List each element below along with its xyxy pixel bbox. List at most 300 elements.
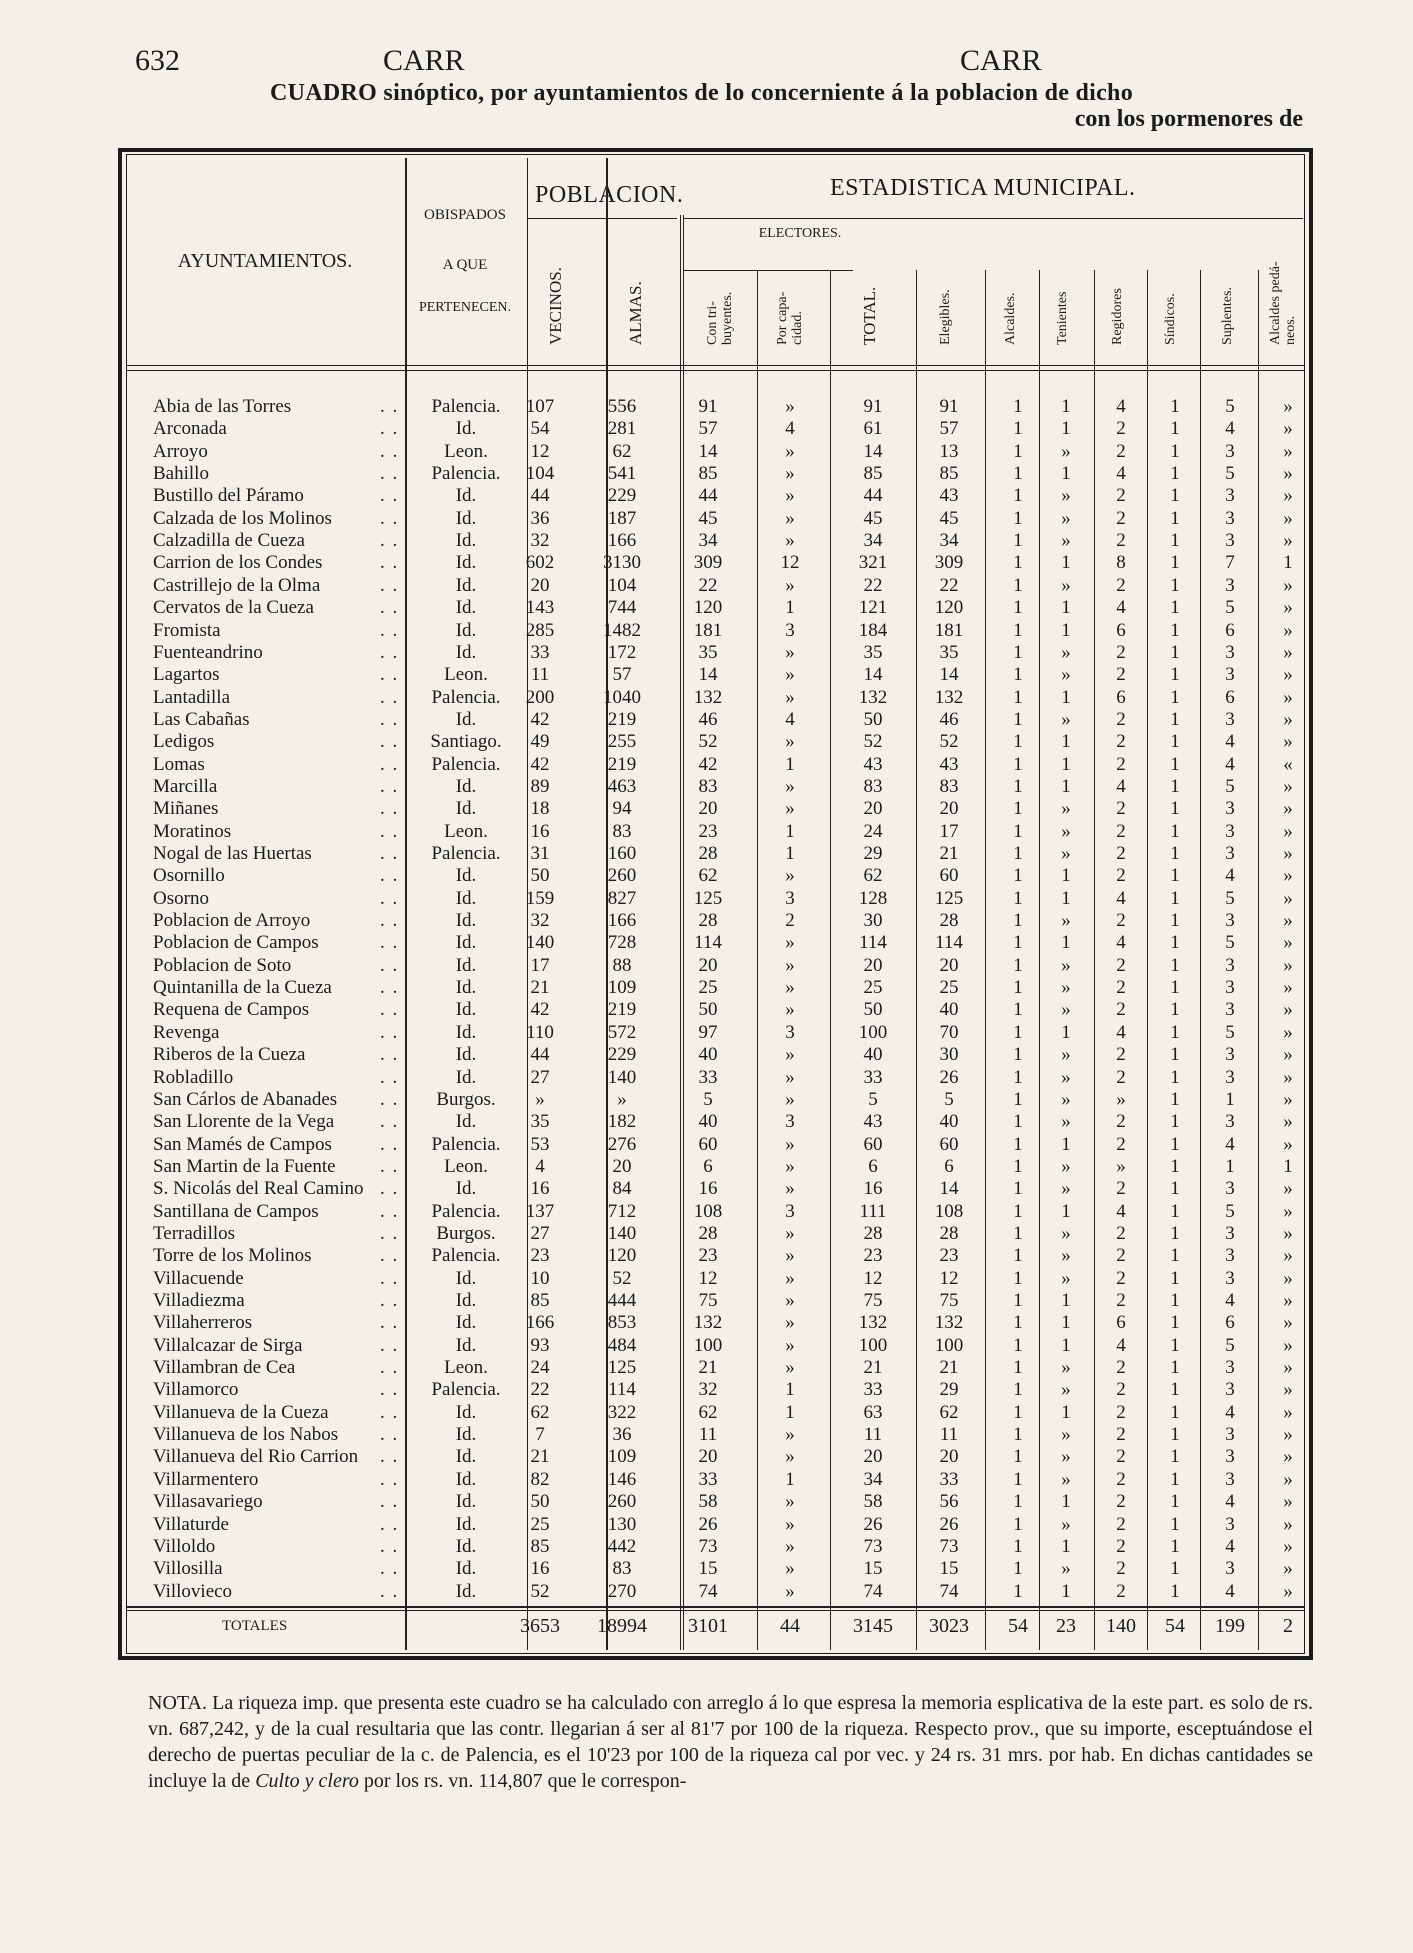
cell-value: 25 [530, 1513, 550, 1535]
obispado: Id. [455, 865, 477, 887]
cell-value: 309 [693, 552, 723, 574]
ayuntamiento-name: Villanueva de la Cueza [153, 1401, 329, 1423]
leader-dots: . . [380, 1446, 399, 1468]
cell-value: 73 [939, 1535, 959, 1557]
cell-value: » [1061, 664, 1071, 686]
cell-value: 25 [863, 977, 883, 999]
cell-value: 10 [530, 1267, 550, 1289]
cell-value: 1 [1013, 597, 1023, 619]
cell-value: » [785, 1044, 795, 1066]
cell-value: 110 [526, 1021, 554, 1043]
ayuntamiento-name: Villambran de Cea [153, 1357, 296, 1379]
ayuntamiento-name: Cervatos de la Cueza [153, 597, 314, 619]
cell-value: » [1283, 1290, 1293, 1311]
table-row [0, 865, 1413, 887]
leader-dots: . . [380, 887, 399, 909]
cell-value: 4 [1225, 753, 1235, 775]
cell-value: » [1283, 641, 1293, 663]
cell-value: » [1283, 1267, 1293, 1289]
cell-value: » [1283, 1491, 1293, 1513]
header-sindicos: Síndicos. [1163, 293, 1178, 345]
cell-value: » [1283, 1111, 1293, 1133]
ayuntamiento-name: Riberos de la Cueza [153, 1044, 306, 1066]
obispado: Id. [455, 1334, 477, 1356]
table-row [0, 1111, 1413, 1133]
cell-value: 26 [939, 1066, 959, 1088]
cell-value: 2 [1116, 1379, 1126, 1401]
cell-value: » [1061, 820, 1071, 842]
ayuntamiento-name: Osorno [153, 887, 209, 909]
note-italic: Culto y clero [255, 1770, 359, 1792]
leader-dots: . . [380, 1491, 399, 1513]
cell-value: 1 [1061, 731, 1071, 753]
cell-value: 3 [1225, 1267, 1235, 1289]
cell-value: 35 [939, 641, 959, 663]
cell-value: 2 [1116, 731, 1126, 753]
ayuntamiento-name: San Mamés de Campos [153, 1133, 332, 1155]
cell-value: 4 [1225, 1535, 1235, 1557]
cell-value: 1 [1170, 865, 1180, 887]
obispado: Id. [455, 887, 477, 909]
total-value: 54 [1008, 1615, 1028, 1637]
cell-value: 1 [1170, 418, 1180, 440]
cell-value: 1 [1170, 641, 1180, 663]
cell-value: 1 [1283, 1155, 1293, 1177]
obispado: Id. [455, 1267, 477, 1289]
cell-value: 5 [703, 1088, 713, 1110]
cell-value: 1 [1061, 1021, 1071, 1043]
cell-value: » [1061, 1446, 1071, 1468]
cell-value: » [1283, 1200, 1293, 1222]
cell-value: 28 [863, 1222, 883, 1244]
ayuntamiento-name: Calzada de los Molinos [153, 507, 332, 529]
cell-value: 1 [1013, 507, 1023, 529]
cell-value: » [785, 1424, 795, 1446]
cell-value: 46 [939, 708, 959, 730]
row-rule [126, 365, 1305, 366]
cell-value: » [785, 686, 795, 708]
row-rule [126, 1610, 1305, 1611]
cell-value: 1 [785, 753, 795, 775]
cell-value: 70 [939, 1021, 959, 1043]
cell-value: 6 [1225, 1312, 1235, 1334]
cell-value: 22 [863, 574, 883, 596]
cell-value: 108 [934, 1200, 964, 1222]
cell-value: 1 [1013, 664, 1023, 686]
cell-value: 5 [944, 1088, 954, 1110]
ayuntamiento-name: Calzadilla de Cueza [153, 530, 305, 552]
cell-value: 1482 [603, 619, 641, 641]
cell-value: 28 [939, 910, 959, 932]
cell-value: 166 [607, 910, 637, 932]
cell-value: 60 [698, 1133, 718, 1155]
table-row [0, 1290, 1413, 1312]
cell-value: 14 [939, 1178, 959, 1200]
cell-value: 1040 [603, 686, 641, 708]
obispado: Id. [455, 418, 477, 440]
cell-value: 11 [939, 1424, 959, 1446]
ayuntamiento-name: Ledigos [153, 731, 215, 753]
cell-value: » [1283, 574, 1293, 596]
cell-value: 1 [1061, 552, 1071, 574]
cell-value: » [1061, 1178, 1071, 1200]
cell-value: 1 [1061, 775, 1071, 797]
cell-value: 1 [1061, 1491, 1071, 1513]
cell-value: » [1283, 1088, 1293, 1110]
ayuntamiento-name: Villanueva del Rio Carrion [153, 1446, 359, 1468]
cell-value: 58 [698, 1491, 718, 1513]
cell-value: 50 [530, 1491, 550, 1513]
cell-value: 3 [1225, 910, 1235, 932]
cell-value: » [785, 1133, 795, 1155]
cell-value: 270 [607, 1580, 637, 1602]
ayuntamiento-name: Nogal de las Huertas [153, 843, 312, 864]
cell-value: 52 [612, 1267, 632, 1289]
cell-value: 1 [1170, 1290, 1180, 1311]
cell-value: » [785, 507, 795, 529]
cell-value: 3 [1225, 1513, 1235, 1535]
cell-value: 13 [939, 440, 959, 462]
cell-value: 33 [863, 1066, 883, 1088]
cell-value: 1 [1013, 954, 1023, 976]
cell-value: 1 [1170, 686, 1180, 708]
cell-value: 74 [698, 1580, 718, 1602]
obispado: Leon. [444, 1155, 488, 1177]
cell-value: » [1061, 954, 1071, 976]
cell-value: » [1061, 1222, 1071, 1244]
cell-value: » [1283, 731, 1293, 753]
cell-value: 28 [698, 1222, 718, 1244]
cell-value: 1 [1013, 1312, 1023, 1334]
table-row [0, 1223, 1413, 1245]
cell-value: 1 [1013, 1468, 1023, 1490]
cell-value: 1 [1013, 1088, 1023, 1110]
header-tenientes: Tenientes [1055, 291, 1070, 345]
cell-value: 62 [863, 865, 883, 887]
table-row [0, 776, 1413, 798]
ayuntamiento-name: Abia de las Torres [153, 396, 292, 417]
leader-dots: . . [380, 1357, 399, 1379]
cell-value: 23 [939, 1245, 959, 1267]
cell-value: 4 [785, 708, 795, 730]
obispado: Palencia. [431, 1245, 501, 1267]
obispado: Id. [455, 954, 477, 976]
table-row [0, 1156, 1413, 1178]
leader-dots: . . [380, 1424, 399, 1446]
table-row [0, 441, 1413, 463]
leader-dots: . . [380, 574, 399, 596]
cell-value: 1 [1170, 1066, 1180, 1088]
cell-value: 18 [530, 798, 550, 820]
cell-value: 712 [607, 1200, 637, 1222]
cell-value: 1 [1013, 775, 1023, 797]
cell-value: 160 [607, 843, 637, 864]
obispado: Palencia. [431, 1200, 501, 1222]
cell-value: 91 [939, 396, 959, 417]
obispado: Id. [455, 1066, 477, 1088]
cell-value: 132 [858, 686, 888, 708]
cell-value: 107 [525, 396, 555, 417]
table-row [0, 1469, 1413, 1491]
cell-value: » [785, 977, 795, 999]
cell-value: 181 [934, 619, 964, 641]
cell-value: 54 [530, 418, 550, 440]
cell-value: 1 [1170, 664, 1180, 686]
cell-value: 3 [1225, 1066, 1235, 1088]
cell-value: 172 [607, 641, 637, 663]
cell-value: 1 [1013, 820, 1023, 842]
header-total: TOTAL. [860, 286, 879, 345]
total-value: 2 [1283, 1615, 1293, 1637]
obispado: Id. [455, 910, 477, 932]
cell-value: 1 [785, 1468, 795, 1490]
cell-value: » [1061, 1066, 1071, 1088]
cell-value: 3 [1225, 1357, 1235, 1379]
cell-value: » [1283, 463, 1293, 485]
table-row [0, 1044, 1413, 1066]
table-row [0, 1201, 1413, 1223]
cell-value: 2 [1116, 1513, 1126, 1535]
obispado: Id. [455, 1178, 477, 1200]
cell-value: 3 [1225, 664, 1235, 686]
cell-value: « [1283, 753, 1293, 775]
cell-value: 1 [1170, 1155, 1180, 1177]
cell-value: 2 [1116, 530, 1126, 552]
cell-value: 85 [530, 1290, 550, 1311]
table-row [0, 1536, 1413, 1558]
cell-value: 1 [1170, 1424, 1180, 1446]
cell-value: » [1283, 999, 1293, 1021]
cell-value: 1 [1170, 1245, 1180, 1267]
cell-value: 1 [1061, 418, 1071, 440]
cell-value: 43 [939, 753, 959, 775]
cell-value: 32 [698, 1379, 718, 1401]
cell-value: 4 [1116, 396, 1126, 417]
total-value: 18994 [597, 1615, 647, 1637]
cell-value: 1 [1170, 1267, 1180, 1289]
obispado: Id. [455, 641, 477, 663]
cell-value: 184 [858, 619, 888, 641]
cell-value: » [1283, 1446, 1293, 1468]
cell-value: 40 [939, 1111, 959, 1133]
cell-value: 1 [1013, 463, 1023, 485]
cell-value: 3 [1225, 820, 1235, 842]
cell-value: 1 [1061, 463, 1071, 485]
cell-value: 3 [1225, 1446, 1235, 1468]
cell-value: 2 [1116, 1066, 1126, 1088]
cell-value: 1 [1170, 910, 1180, 932]
cell-value: 20 [530, 574, 550, 596]
cell-value: 140 [607, 1222, 637, 1244]
cell-value: 35 [698, 641, 718, 663]
cell-value: 1 [1061, 1133, 1071, 1155]
cell-value: 3 [1225, 530, 1235, 552]
cell-value: 853 [607, 1312, 637, 1334]
cell-value: » [785, 1334, 795, 1356]
cell-value: 21 [863, 1357, 883, 1379]
cell-value: 1 [1170, 820, 1180, 842]
ayuntamiento-name: Villadiezma [153, 1290, 245, 1311]
cell-value: 1 [1170, 843, 1180, 864]
cell-value: 182 [607, 1111, 637, 1133]
leader-dots: . . [380, 775, 399, 797]
cell-value: » [785, 1088, 795, 1110]
cell-value: » [785, 1491, 795, 1513]
table-row [0, 910, 1413, 932]
obispado: Id. [455, 775, 477, 797]
cell-value: 3 [1225, 507, 1235, 529]
header-obispados-2: A QUE [442, 257, 488, 273]
cell-value: 6 [1116, 1312, 1126, 1334]
cell-value: 1 [1013, 1178, 1023, 1200]
cell-value: 255 [607, 731, 637, 753]
cell-value: 16 [530, 1558, 550, 1580]
cell-value: » [1061, 1155, 1071, 1177]
cell-value: » [1283, 418, 1293, 440]
cell-value: 1 [1170, 753, 1180, 775]
table-row [0, 418, 1413, 440]
cell-value: 32 [530, 910, 550, 932]
cell-value: 1 [1013, 1357, 1023, 1379]
obispado: Id. [455, 1580, 477, 1602]
total-value: 44 [780, 1615, 800, 1637]
cell-value: » [1283, 1580, 1293, 1602]
ayuntamiento-name: Carrion de los Condes [153, 552, 323, 574]
cell-value: 15 [698, 1558, 718, 1580]
ayuntamiento-name: Moratinos [153, 820, 232, 842]
cell-value: 276 [607, 1133, 637, 1155]
cell-value: » [1061, 507, 1071, 529]
cell-value: 1 [1170, 932, 1180, 954]
cell-value: 4 [535, 1155, 545, 1177]
obispado: Palencia. [431, 843, 501, 864]
table-row [0, 1245, 1413, 1267]
table-row [0, 1357, 1413, 1379]
cell-value: 1 [1013, 1222, 1023, 1244]
cell-value: 14 [939, 664, 959, 686]
table-row [0, 1558, 1413, 1580]
cell-value: » [617, 1088, 627, 1110]
cell-value: 1 [1013, 887, 1023, 909]
cell-value: 556 [607, 396, 637, 417]
header-vecinos: VECINOS. [546, 267, 565, 345]
cell-value: 3 [1225, 1044, 1235, 1066]
cell-value: » [785, 1066, 795, 1088]
cell-value: 1 [1013, 999, 1023, 1021]
table-row [0, 999, 1413, 1021]
leader-dots: . . [380, 1401, 399, 1423]
cell-value: 1 [1013, 1200, 1023, 1222]
cell-value: 40 [863, 1044, 883, 1066]
ayuntamiento-name: Castrillejo de la Olma [153, 574, 321, 596]
cell-value: 3 [1225, 1558, 1235, 1580]
cell-value: 45 [698, 507, 718, 529]
obispado: Id. [455, 1021, 477, 1043]
total-value: 3101 [688, 1615, 728, 1637]
cell-value: 33 [863, 1379, 883, 1401]
cell-value: 3 [1225, 1245, 1235, 1267]
cell-value: 21 [698, 1357, 718, 1379]
obispado: Palencia. [431, 686, 501, 708]
cell-value: 42 [530, 708, 550, 730]
cell-value: » [1283, 1066, 1293, 1088]
leader-dots: . . [380, 440, 399, 462]
cell-value: » [1283, 1245, 1293, 1267]
cell-value: 2 [1116, 1558, 1126, 1580]
cell-value: 1 [1013, 1424, 1023, 1446]
cell-value: 52 [939, 731, 959, 753]
cell-value: 1 [1170, 708, 1180, 730]
cell-value: » [785, 396, 795, 417]
cell-value: 22 [530, 1379, 550, 1401]
row-rule [527, 218, 677, 219]
ayuntamiento-name: Osornillo [153, 865, 225, 887]
obispado: Id. [455, 552, 477, 574]
cell-value: 12 [863, 1267, 883, 1289]
cell-value: 1 [1170, 440, 1180, 462]
cell-value: 1 [1170, 977, 1180, 999]
cell-value: 1 [1013, 708, 1023, 730]
cell-value: 125 [934, 887, 964, 909]
cell-value: 181 [693, 619, 723, 641]
cell-value: 229 [607, 485, 637, 507]
cell-value: 23 [863, 1245, 883, 1267]
cell-value: 58 [863, 1491, 883, 1513]
cell-value: » [785, 1357, 795, 1379]
cell-value: 5 [868, 1088, 878, 1110]
cell-value: 20 [939, 798, 959, 820]
ayuntamiento-name: Villoldo [153, 1535, 216, 1557]
cell-value: 3 [1225, 1379, 1235, 1401]
obispado: Id. [455, 597, 477, 619]
cell-value: 2 [1116, 1111, 1126, 1133]
cell-value: 85 [863, 463, 883, 485]
cell-value: 6 [868, 1155, 878, 1177]
cell-value: 3 [1225, 1111, 1235, 1133]
cell-value: » [785, 731, 795, 753]
cell-value: 3 [1225, 1468, 1235, 1490]
cell-value: 1 [1170, 887, 1180, 909]
cell-value: 1 [1013, 1558, 1023, 1580]
cell-value: 52 [530, 1580, 550, 1602]
ayuntamiento-name: San Cárlos de Abanades [153, 1088, 338, 1110]
cell-value: 1 [1170, 1468, 1180, 1490]
cell-value: 2 [1116, 843, 1126, 864]
cell-value: 27 [530, 1066, 550, 1088]
cell-value: 2 [1116, 1491, 1126, 1513]
cell-value: 93 [530, 1334, 550, 1356]
obispado: Id. [455, 932, 477, 954]
table-row [0, 843, 1413, 865]
cell-value: 229 [607, 1044, 637, 1066]
cell-value: » [1061, 1513, 1071, 1535]
ayuntamiento-name: Terradillos [153, 1222, 236, 1244]
leader-dots: . . [380, 1580, 399, 1602]
running-header-left: CARR [383, 44, 465, 77]
cell-value: 1 [1013, 910, 1023, 932]
cell-value: 33 [698, 1066, 718, 1088]
table-row [0, 485, 1413, 507]
cell-value: 74 [863, 1580, 883, 1602]
cell-value: 128 [858, 887, 888, 909]
cell-value: 1 [1013, 396, 1023, 417]
cell-value: 57 [698, 418, 718, 440]
cell-value: 25 [698, 977, 718, 999]
cell-value: » [1283, 1021, 1293, 1043]
cell-value: 14 [698, 664, 718, 686]
cell-value: » [1061, 1267, 1071, 1289]
obispado: Id. [455, 619, 477, 641]
